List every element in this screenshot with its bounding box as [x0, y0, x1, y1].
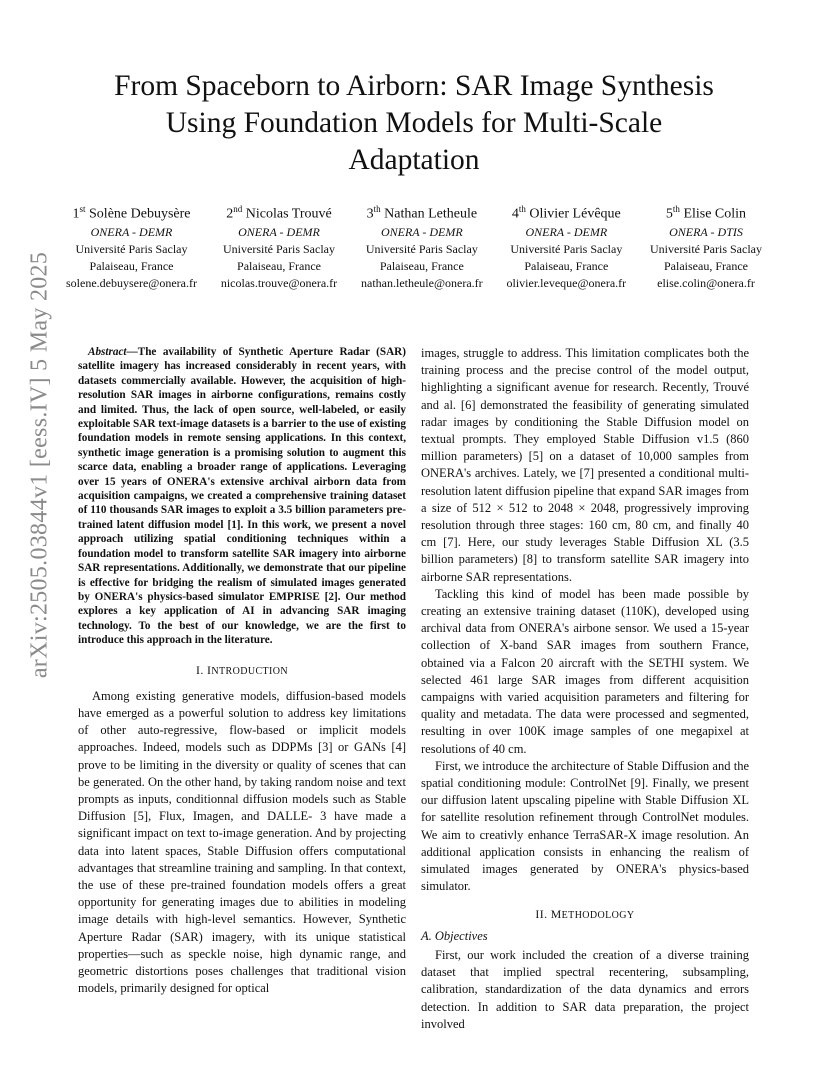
title-line: Using Foundation Models for Multi-Scale	[165, 107, 663, 139]
author-block	[66, 200, 762, 292]
author-name: 1st Solène Debuysère	[72, 204, 191, 222]
author-university: Université Paris Saclay	[650, 241, 762, 256]
subsection-heading-objectives: A. Objectives	[421, 928, 488, 943]
author-entry	[361, 200, 483, 292]
abstract-text: —The availability of Synthetic Aperture Radar (SAR) satellite imagery has increased considerably in recent years, with datasets commercially available. However, the acquisition of high-resolution SAR images in airborne configurations, remains costly and limited. Thus, the lack of open source, well-labeled, or easily exploitable SAR text-image datasets is a barrier to the use of existing foundation models in remote sensing applications. In this context, synthetic image generation is a promising solution to augment this scarce data, enabling a broader range of applications. Leveraging over 15 years of ONERA's extensive archival airborn data from acquisition campaigns, we created a comprehensive training dataset of 110 thousands SAR images to exploit a 3.5 billion parameters pre-trained latent diffusion model [1]. In this work, we present a novel approach utilizing spatial conditioning techniques within a foundation model to transform satellite SAR imagery into airborne SAR representations. Additionally, we demonstrate that our pipeline is effective for bridging the realism of simulated images generated by ONERA's physics-based simulator EMPRISE [2]. Our method explores a key application of AI in advancing SAR imaging technology. To the best of our knowledge, we are the first to introduce this approach in the literature.	[78, 346, 406, 647]
arxiv-id-text: arXiv:2505.03844v1 [eess.IV] 5 May 2025	[26, 251, 53, 679]
author-name: 2nd Nicolas Trouvé	[226, 204, 332, 222]
author-university: Université Paris Saclay	[75, 241, 188, 256]
author-city: Palaiseau, France	[89, 258, 174, 273]
author-email[interactable]: elise.colin@onera.fr	[657, 275, 755, 290]
abstract	[78, 345, 406, 648]
author-email[interactable]: olivier.leveque@onera.fr	[506, 275, 627, 290]
section-heading-methodology: II. METHODOLOGY	[535, 906, 635, 921]
author-city: Palaiseau, France	[664, 258, 748, 273]
right-column	[421, 345, 749, 1033]
author-org: ONERA - DEMR	[90, 224, 173, 239]
author-org: ONERA - DTIS	[669, 224, 743, 239]
author-city: Palaiseau, France	[524, 258, 609, 273]
author-university: Université Paris Saclay	[223, 241, 335, 256]
body-paragraph: images, struggle to address. This limitation complicates both the training process and the precise control of the model output, highlighting a significant avenue for research. Recently, Trouvé and al. [6] demonstrated the feasibility of generating simulated radar images by conditioning the Stable Diffusion model on textual prompts. They employed Stable Diffusion v1.5 (860 million parameters) [5] on a dataset of 10,000 samples from ONERA's archives. Lately, we [7] presented a conditional multi-resolution latent diffusion pipeline that expand SAR images from a size of 512 × 512 to 2048 × 2048, progressively improving resolution through three stages: 160 cm, 80 cm, and finally 40 cm [7]. Here, our study leverages Stable Diffusion XL (3.5 billion parameters) [8] to transform satellite SAR imagery into airborne SAR representations.	[421, 346, 749, 584]
author-org: ONERA - DEMR	[238, 224, 320, 239]
author-entry	[221, 200, 337, 292]
author-email[interactable]: nicolas.trouve@onera.fr	[220, 275, 338, 290]
author-name: 5th Elise Colin	[665, 204, 747, 222]
author-org: ONERA - DEMR	[525, 224, 608, 239]
left-column	[78, 345, 406, 997]
author-entry	[650, 200, 762, 292]
author-name: 3th Nathan Letheule	[366, 204, 478, 222]
body-paragraph: Tackling this kind of model has been made possible by creating an extensive training dataset (110K), developed using archival data from ONERA's airbone sensor. We used a 15-year collection of X-band SAR images from southern France, obtained via a Falcon 20 aircraft with the SETHI system. We selected 461 large SAR images from different acquisition campaigns with varied acquisition parameters and filtering for quality and metadata. The data were processed and segmented, resulting in over 100K image samples of one megapixel at resolutions of 40 cm.	[421, 586, 749, 756]
body-paragraph: First, we introduce the architecture of Stable Diffusion and the spatial conditioning module: ControlNet [9]. Finally, we present our diffusion latent upscaling pipeline with Stable Diffusion XL for satellite resolution refinement through ControlNet modules. We aim to creativly enhance TerraSAR-X image resolution. An additional application consists in enhancing the realism of simulated images generated by ONERA's physics-based simulator.	[421, 758, 749, 894]
abstract-label: Abstract	[88, 346, 127, 358]
author-email[interactable]: nathan.letheule@onera.fr	[361, 275, 483, 290]
author-city: Palaiseau, France	[379, 258, 464, 273]
author-name: 4th Olivier Lévêque	[511, 204, 621, 222]
title-line: From Spaceborn to Airborn: SAR Image Synthesis	[114, 70, 714, 102]
title-line: Adaptation	[348, 144, 480, 176]
author-entry	[507, 200, 627, 292]
author-entry	[66, 200, 197, 292]
author-org: ONERA - DEMR	[380, 224, 463, 239]
arxiv-identifier-stamp	[20, 251, 60, 679]
author-university: Université Paris Saclay	[365, 241, 478, 256]
author-city: Palaiseau, France	[237, 258, 321, 273]
body-paragraph: Among existing generative models, diffusion-based models have emerged as a powerful solution to address key limitations of other auto-regressive, flow-based or implicit models approaches. Indeed, models such as DDPMs [3] or GANs [4] prove to be limiting in the diversity or quality of scenes that can be generated. On the other hand, by taking random noise and text prompts as inputs, conditionnal diffusion models such as Stable Diffusion [5], Flux, Imagen, and DALLE- 3 have made a significant impact on text to-image generation. And by projecting data into latent spaces, Stable Diffusion offers computational advantages that streamline training and sampling. In that context, the use of these pre-trained foundation models offers a great opportunity for generating images due to abilities in modeling image details with high-level semantics. However, Synthetic Aperture Radar (SAR) imagery, with its unique statistical properties—such as speckle noise, high dynamic range, and geometric distortions poses challenges that traditional vision models, primarily designed for optical	[78, 688, 406, 996]
paper-title	[60, 68, 768, 179]
body-paragraph: First, our work included the creation of a diverse training dataset that implied spectral recentering, subsampling, calibration, standardization of the data dynamics and errors detection. In addition to SAR data preparation, the project involved	[421, 947, 749, 1031]
author-email[interactable]: solene.debuysere@onera.fr	[66, 275, 197, 290]
author-university: Université Paris Saclay	[510, 241, 623, 256]
section-heading-introduction: I. INTRODUCTION	[196, 662, 288, 677]
